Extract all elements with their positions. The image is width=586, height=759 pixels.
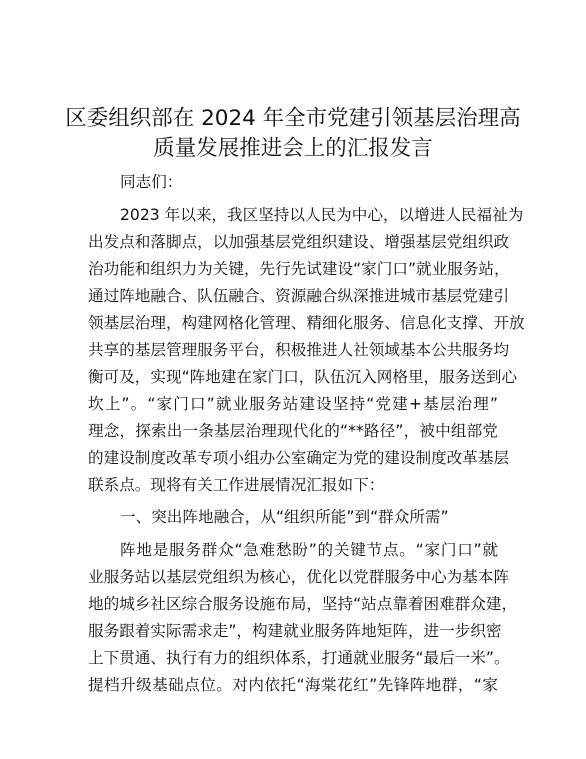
section-1-heading: 一、突出阵地融合，从“组织所能”到“群众所需” — [120, 508, 449, 526]
paragraph-2-line: 阵地是服务群众“急难愁盼”的关键节点。“家门口”就 — [120, 541, 498, 559]
paragraph-1-line: 衡可及，实现“阵地建在家门口，队伍沉入网格里，服务送到心 — [88, 368, 518, 386]
paragraph-1-line: 共享的基层管理服务平台，积极推进人社领域基本公共服务均 — [88, 341, 510, 359]
paragraph-1-line: 坎上”。“家门口”就业服务站建设坚持“党建+基层治理” — [88, 395, 498, 413]
paragraph-2-line: 地的城乡社区综合服务设施布局，坚持“站点靠着困难群众建， — [88, 595, 518, 613]
paragraph-1-line: 治功能和组织力为关键，先行先试建设“家门口”就业服务站， — [88, 260, 510, 278]
document-title-line-1: 区委组织部在 2024 年全市党建引领基层治理高 — [65, 106, 521, 131]
paragraph-1-line: 联系点。现将有关工作进展情况汇报如下： — [88, 476, 385, 494]
paragraph-1-line: 理念，探索出一条基层治理现代化的“**路径”，被中组部党 — [88, 422, 498, 440]
paragraph-2-line: 服务跟着实际需求走”，构建就业服务阵地矩阵，进一步织密 — [88, 622, 502, 640]
paragraph-1-line: 通过阵地融合、队伍融合、资源融合纵深推进城市基层党建引 — [88, 287, 510, 305]
paragraph-2-line: 上下贯通、执行有力的组织体系，打通就业服务“最后一米”。 — [88, 649, 510, 667]
paragraph-1-line: 领基层治理，构建网格化管理、精细化服务、信息化支撑、开放 — [88, 314, 525, 332]
document-title-line-2: 质量发展推进会上的汇报发言 — [153, 136, 433, 161]
paragraph-1-line: 2023 年以来，我区坚持以人民为中心，以增进人民福祉为 — [120, 206, 524, 224]
paragraph-1-line: 的建设制度改革专项小组办公室确定为党的建设制度改革基层 — [88, 449, 510, 467]
paragraph-1-line: 出发点和落脚点，以加强基层党组织建设、增强基层党组织政 — [88, 233, 510, 251]
paragraph-2-line: 提档升级基础点位。对内依托“海棠花红”先锋阵地群，“家 — [88, 676, 498, 694]
paragraph-2-line: 业服务站以基层党组织为核心，优化以党群服务中心为基本阵 — [88, 568, 510, 586]
salutation: 同志们： — [120, 173, 183, 191]
